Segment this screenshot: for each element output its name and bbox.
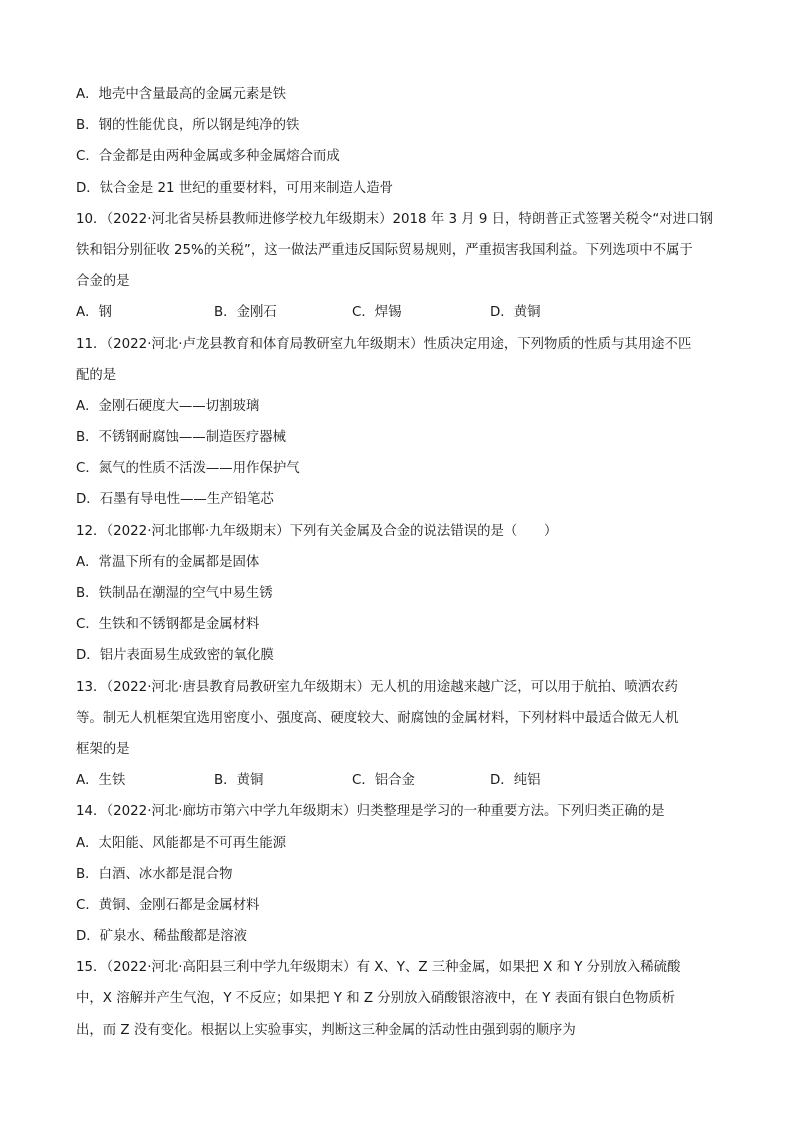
q15-stem-line-2: 中，X 溶解并产生气泡，Y 不反应；如果把 Y 和 Z 分别放入硝酸银溶液中，在 Y 表面有银白色物质析 — [76, 991, 676, 1007]
q12-option-d: D．铝片表面易生成致密的氧化膜 — [76, 648, 274, 664]
q10-stem-line-2: 铁和铝分别征收 25%的关税”，这一做法严重违反国际贸易规则，严重损害我国利益。下列选项中不属于 — [76, 242, 693, 258]
q13-choice-a: A．生铁 — [76, 773, 126, 789]
question-10 — [76, 204, 734, 329]
question-12 — [76, 516, 734, 672]
q10-choice-c: C．焊锡 — [352, 305, 402, 321]
q13-choices — [76, 765, 734, 796]
q10-stem-line-3: 合金的是 — [76, 274, 130, 290]
q11-stem-line-1: 11．（2022·河北·卢龙县教育和体育局教研室九年级期末）性质决定用途，下列物质的性质与其用途不匹 — [76, 336, 692, 352]
q14-option-a: A．太阳能、风能都是不可再生能源 — [76, 835, 287, 851]
q10-choice-d: D．黄铜 — [490, 305, 541, 321]
q15-stem-line-1: 15．（2022·河北·高阳县三利中学九年级期末）有 X、Y、Z 三种金属，如果把 X 和 Y 分别放入稀硫酸 — [76, 960, 681, 976]
question-15 — [76, 952, 734, 1046]
q12-option-c: C．生铁和不锈钢都是金属材料 — [76, 617, 260, 633]
q9-option-d: D．钛合金是 21 世纪的重要材料，可用来制造人造骨 — [76, 180, 394, 196]
q10-choice-a: A．钢 — [76, 305, 112, 321]
question-9 — [76, 79, 734, 204]
q11-option-c: C．氮气的性质不活泼——用作保护气 — [76, 461, 300, 477]
q12-option-b: B．铁制品在潮湿的空气中易生锈 — [76, 586, 273, 601]
q13-choice-b: B．黄铜 — [214, 773, 264, 789]
q14-stem-line-1: 14．（2022·河北·廊坊市第六中学九年级期末）归类整理是学习的一种重要方法。下列归类正确的是 — [76, 804, 665, 820]
q9-option-c: C．合金都是由两种金属或多种金属熔合而成 — [76, 149, 340, 165]
q11-stem-line-2: 配的是 — [76, 367, 117, 383]
q14-option-d: D．矿泉水、稀盐酸都是溶液 — [76, 929, 247, 945]
q12-option-a: A．常温下所有的金属都是固体 — [76, 554, 260, 570]
q9-option-a: A．地壳中含量最高的金属元素是铁 — [76, 87, 287, 102]
q13-choice-d: D．纯铝 — [490, 773, 541, 789]
q14-option-b: B．白酒、冰水都是混合物 — [76, 866, 233, 882]
q10-choices — [76, 297, 734, 328]
q10-choice-b: B．金刚石 — [214, 305, 277, 321]
q15-stem-line-3: 出，而 Z 没有变化。根据以上实验事实，判断这三种金属的活动性由强到弱的顺序为 — [76, 1022, 576, 1038]
q13-stem-line-1: 13．（2022·河北·唐县教育局教研室九年级期末）无人机的用途越来越广泛，可以用于航拍、喷洒农药 — [76, 679, 678, 695]
q10-stem-line-1: 10．（2022·河北省吴桥县教师进修学校九年级期末）2018 年 3 月 9 日，特朗普正式签署关税令“对进口钢 — [76, 211, 713, 227]
q11-option-d: D．石墨有导电性——生产铅笔芯 — [76, 492, 274, 508]
q9-option-b: B．钢的性能优良，所以钢是纯净的铁 — [76, 118, 300, 134]
q14-option-c: C．黄铜、金刚石都是金属材料 — [76, 897, 260, 913]
q11-option-b: B．不锈钢耐腐蚀——制造医疗器械 — [76, 430, 287, 446]
question-11 — [76, 329, 734, 516]
question-13 — [76, 672, 734, 797]
q13-stem-line-2: 等。制无人机框架宜选用密度小、强度高、硬度较大、耐腐蚀的金属材料，下列材料中最适合做无人机 — [76, 710, 679, 726]
q13-stem-line-3: 框架的是 — [76, 741, 130, 757]
q13-choice-c: C．铝合金 — [352, 773, 415, 789]
q12-stem-line-1: 12．（2022·河北邯郸·九年级期末）下列有关金属及合金的说法错误的是（ ） — [76, 523, 558, 539]
q11-option-a: A．金刚石硬度大——切割玻璃 — [76, 398, 260, 414]
question-14 — [76, 796, 734, 952]
